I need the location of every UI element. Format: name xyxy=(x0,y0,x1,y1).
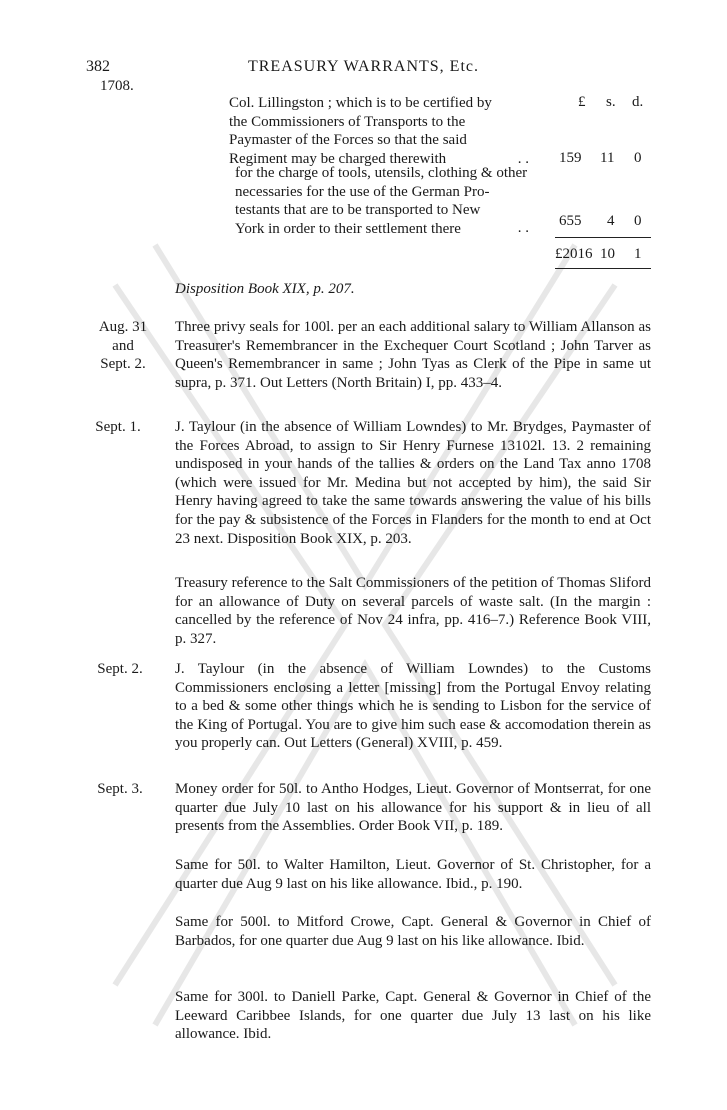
total-pence: 1 xyxy=(634,246,642,262)
date-line: Sept. 3. xyxy=(97,781,143,797)
entry-date xyxy=(88,318,158,374)
amount-pounds: 655 xyxy=(559,213,582,229)
entry-text: Same for 500l. to Mitford Crowe, Capt. General & Governor in Chief of Barbados, for one quarter due Aug 9 last on his like allowance. Ibid. xyxy=(175,914,651,949)
side-year: 1708. xyxy=(100,78,134,94)
amount-shillings: 4 xyxy=(607,213,615,229)
date-line: Sept. 1. xyxy=(95,419,141,435)
total-rule xyxy=(555,268,651,269)
item-1-line: Col. Lillingston ; which is to be certified by xyxy=(229,95,492,111)
date-line: Sept. 2. xyxy=(100,356,146,373)
total-shillings: 10 xyxy=(600,246,615,262)
leader-dots: . . xyxy=(517,220,529,236)
total-pounds: £2016 xyxy=(555,246,593,262)
entry-text: Money order for 50l. to Antho Hodges, Lieut. Governor of Montserrat, for one quarter due July 10 last on his allowance for his support & in lieu of all presents from the Assemblies. Order Book VII, p. 189. xyxy=(175,781,651,835)
amount-pence: 0 xyxy=(634,150,642,166)
amount-pounds: 159 xyxy=(559,150,582,166)
entry-text: Three privy seals for 100l. per an each additional salary to William Allanson as Treasurer's Remembrancer in the Exchequer Court Scotland ; John Tarver as Queen's Remembrancer in same ; John Tyas as Clerk of the Pipe in same ut supra, p. 371. Out Letters (North Britain) I, pp. 433–4. xyxy=(175,319,651,391)
item-1-line: the Commissioners of Transports to the xyxy=(229,113,466,130)
entry-text: Same for 50l. to Walter Hamilton, Lieut. Governor of St. Christopher, for a quarter due Aug 9 last on his like allowance. Ibid., p. 190. xyxy=(175,857,651,892)
item-2-line: for the charge of tools, utensils, clothing & other xyxy=(235,165,528,181)
item-2-line: York in order to their settlement there xyxy=(235,220,461,237)
running-head: TREASURY WARRANTS, Etc. xyxy=(247,58,479,75)
leader-dots: . . xyxy=(517,151,529,167)
item-2 xyxy=(235,164,559,238)
item-1-line: Regiment may be charged therewith xyxy=(229,150,447,167)
date-line: Sept. 2. xyxy=(97,661,143,677)
disposition-reference: Disposition Book XIX, p. 207. xyxy=(175,281,355,297)
amount-shillings: 11 xyxy=(600,150,615,166)
date-line: Aug. 31 xyxy=(98,319,148,335)
date-line: and xyxy=(112,337,134,354)
pence-header: d. xyxy=(632,94,644,110)
shillings-header: s. xyxy=(606,94,616,110)
entry-date xyxy=(88,660,152,679)
item-1 xyxy=(229,94,541,168)
entry-text: Treasury reference to the Salt Commissioners of the petition of Thomas Sliford for an allowance of Duty on several parcels of waste salt. (In the margin : cancelled by the reference of Nov 24 infra, pp. 416–7.) Reference Book VIII, p. 327. xyxy=(175,575,651,647)
entry-text: Same for 300l. to Daniell Parke, Capt. General & Governor in Chief of the Leeward Caribbee Islands, for one quarter due July 13 last on his like allowance. Ibid. xyxy=(175,989,651,1043)
sum-rule xyxy=(555,237,651,238)
item-1-line: Paymaster of the Forces so that the said xyxy=(229,132,467,148)
item-2-line: testants that are to be transported to New xyxy=(235,202,481,218)
entry-text: J. Taylour (in the absence of William Lowndes) to Mr. Brydges, Paymaster of the Forces Abroad, to assign to Sir Henry Furnese 13102l. 13. 2 remaining undisposed in your hands of the tallies & orders on the Land Tax anno 1708 (which were issued for Mr. Medina but not accepted by him), the said Sir Henry having agreed to take the same towards answering the value of his bills for the pay & subsistence of the Forces in Flanders for the month to end at Oct 23 next. Disposition Book XIX, p. 203. xyxy=(175,419,651,547)
amount-pence: 0 xyxy=(634,213,642,229)
page-number: 382 xyxy=(86,58,110,75)
entry-date xyxy=(88,418,148,437)
item-2-line: necessaries for the use of the German Pro- xyxy=(235,183,490,200)
entry-text: J. Taylour (in the absence of William Lowndes) to the Customs Commissioners enclosing a letter [missing] from the Portugal Envoy relating to a bed & some other things which he is sending to Lisbon for the service of the King of Portugal. You are to give him such ease & accomodation therein as you properly can. Out Letters (General) XVIII, p. 459. xyxy=(175,661,651,752)
entry-date xyxy=(88,780,152,799)
pounds-header: £ xyxy=(578,94,586,110)
